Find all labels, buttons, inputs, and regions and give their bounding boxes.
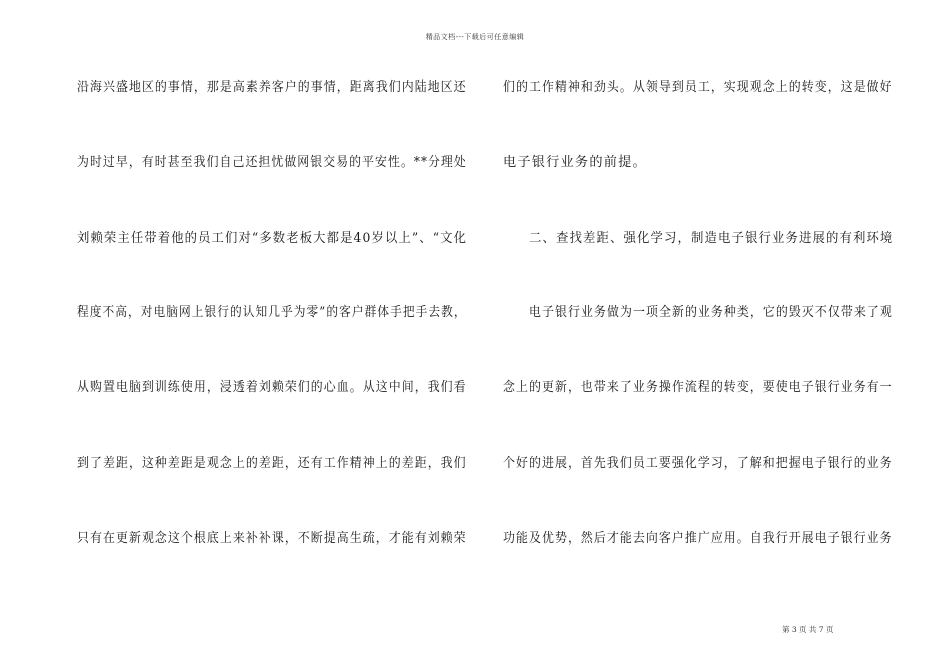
paragraph-first-line: 电子银行业务做为一项全新的业务种类，它的毁灭不仅带来了观 [529,305,893,320]
body-text-line: 念上的更新，也带来了业务操作流程的转变，要使电子银行业务有一 [503,380,893,395]
page-header: 精品文档---下载后可任意编辑 [425,33,525,41]
body-text-line: 沿海兴盛地区的事情，那是高素养客户的事情，距离我们内陆地区还 [77,80,467,95]
body-text-line: 刘赖荣主任带着他的员工们对“多数老板大都是40岁以上”、“文化 [77,231,468,246]
body-text-line: 从购置电脑到训练使用，浸透着刘赖荣们的心血。从这中间，我们看 [77,380,467,395]
body-text-line: 到了差距，这种差距是观念上的差距，还有工作精神上的差距，我们 [77,456,467,471]
page-number: 第 3 页 共 7 页 [782,625,834,634]
body-text-line: 电子银行业务的前提。 [503,155,647,170]
body-text-line: 们的工作精神和劲头。从领导到员工，实现观念上的转变，这是做好 [503,80,893,95]
section-heading: 二、查找差距、强化学习，制造电子银行业务进展的有利环境 [529,231,894,246]
body-text-line: 只有在更新观念这个根底上来补补课，不断提高生疏，才能有刘赖荣 [77,531,467,546]
body-text-line: 程度不高，对电脑网上银行的认知几乎为零”的客户群体手把手去教， [77,305,467,320]
body-text-line: 功能及优势，然后才能去向客户推广应用。自我行开展电子银行业务 [503,531,893,546]
body-text-line: 个好的进展，首先我们员工要强化学习，了解和把握电子银行的业务 [503,456,893,471]
body-text-line: 为时过早，有时甚至我们自己还担忧做网银交易的平安性。**分理处 [77,155,467,170]
